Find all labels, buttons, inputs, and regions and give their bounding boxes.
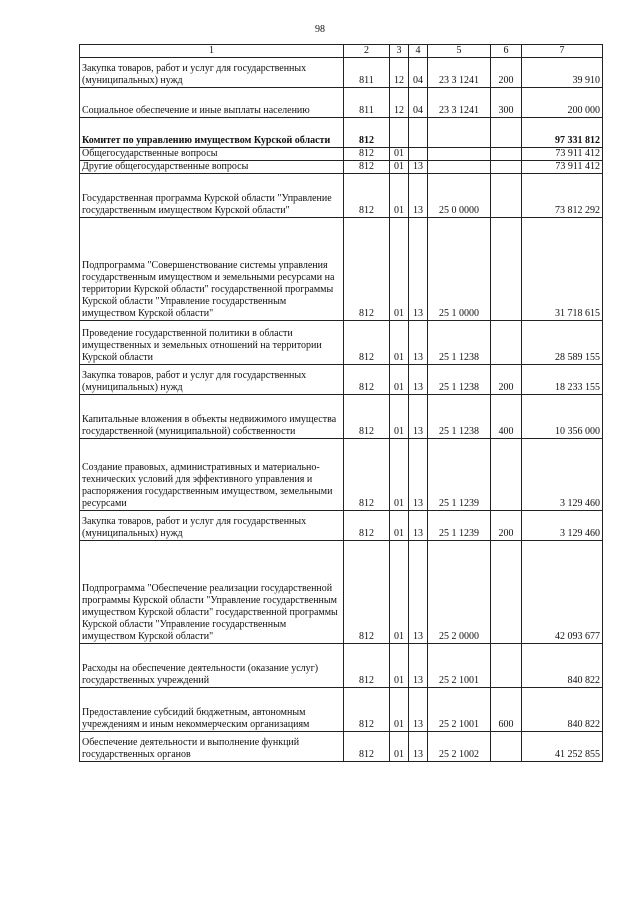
code-subsection: 04 xyxy=(409,88,428,118)
table-row xyxy=(80,541,603,644)
code-target-article: 25 1 1238 xyxy=(428,365,491,395)
code-grbs: 812 xyxy=(344,688,390,732)
item-name: Проведение государственной политики в области имущественных и земельных отношений на территории Курской области xyxy=(80,321,344,365)
table-row xyxy=(80,58,603,88)
code-expense-type: 200 xyxy=(491,58,522,88)
code-grbs: 812 xyxy=(344,218,390,321)
code-expense-type xyxy=(491,174,522,218)
header-cell: 3 xyxy=(390,45,409,58)
amount: 840 822 xyxy=(522,644,603,688)
code-target-article: 25 2 1002 xyxy=(428,732,491,762)
code-expense-type: 600 xyxy=(491,688,522,732)
code-section: 01 xyxy=(390,644,409,688)
code-target-article xyxy=(428,148,491,161)
item-name: Создание правовых, административных и материально-технических условий для эффективного управления и распоряжения государственным имуществом, земельными ресурсами xyxy=(80,439,344,511)
page-number: 98 xyxy=(315,24,325,35)
amount: 3 129 460 xyxy=(522,511,603,541)
code-section: 01 xyxy=(390,321,409,365)
header-cell: 4 xyxy=(409,45,428,58)
code-grbs: 811 xyxy=(344,88,390,118)
table-row xyxy=(80,688,603,732)
code-section xyxy=(390,118,409,148)
code-expense-type: 400 xyxy=(491,395,522,439)
code-subsection xyxy=(409,148,428,161)
code-grbs: 812 xyxy=(344,644,390,688)
code-expense-type: 200 xyxy=(491,511,522,541)
amount: 10 356 000 xyxy=(522,395,603,439)
code-expense-type: 300 xyxy=(491,88,522,118)
table-row xyxy=(80,174,603,218)
code-expense-type xyxy=(491,321,522,365)
amount: 73 812 292 xyxy=(522,174,603,218)
amount: 840 822 xyxy=(522,688,603,732)
code-expense-type xyxy=(491,118,522,148)
code-target-article xyxy=(428,118,491,148)
code-expense-type xyxy=(491,541,522,644)
code-section: 01 xyxy=(390,541,409,644)
code-grbs: 812 xyxy=(344,395,390,439)
code-section: 01 xyxy=(390,511,409,541)
table-row xyxy=(80,732,603,762)
code-target-article xyxy=(428,161,491,174)
code-grbs: 812 xyxy=(344,541,390,644)
code-target-article: 25 2 1001 xyxy=(428,688,491,732)
code-grbs: 812 xyxy=(344,174,390,218)
table-row xyxy=(80,148,603,161)
amount: 42 093 677 xyxy=(522,541,603,644)
code-subsection: 13 xyxy=(409,644,428,688)
table-row xyxy=(80,395,603,439)
table-row xyxy=(80,511,603,541)
code-grbs: 812 xyxy=(344,321,390,365)
code-target-article: 25 1 1239 xyxy=(428,511,491,541)
code-grbs: 812 xyxy=(344,161,390,174)
code-target-article: 25 0 0000 xyxy=(428,174,491,218)
budget-table xyxy=(79,44,603,762)
item-name: Закупка товаров, работ и услуг для государственных (муниципальных) нужд xyxy=(80,365,344,395)
item-name: Закупка товаров, работ и услуг для государственных (муниципальных) нужд xyxy=(80,58,344,88)
header-cell: 5 xyxy=(428,45,491,58)
item-name: Подпрограмма "Обеспечение реализации государственной программы Курской области "Управление государственным имуществом Курской области" государственной программы Курской области "Управление государственным имуществом Курской области" xyxy=(80,541,344,644)
code-subsection: 13 xyxy=(409,541,428,644)
item-name: Капитальные вложения в объекты недвижимого имущества государственной (муниципальной) собственности xyxy=(80,395,344,439)
code-expense-type: 200 xyxy=(491,365,522,395)
code-section: 12 xyxy=(390,58,409,88)
code-target-article: 25 1 1238 xyxy=(428,321,491,365)
code-expense-type xyxy=(491,148,522,161)
code-target-article: 25 1 0000 xyxy=(428,218,491,321)
amount: 18 233 155 xyxy=(522,365,603,395)
code-subsection: 13 xyxy=(409,321,428,365)
code-subsection xyxy=(409,118,428,148)
code-section: 01 xyxy=(390,365,409,395)
item-name: Предоставление субсидий бюджетным, автономным учреждениям и иным некоммерческим организациям xyxy=(80,688,344,732)
code-target-article: 25 2 1001 xyxy=(428,644,491,688)
item-name: Подпрограмма "Совершенствование системы управления государственным имуществом и земельными ресурсами на территории Курской области" государственной программы Курской области "Управление государственным имуществом Курской области" xyxy=(80,218,344,321)
amount: 41 252 855 xyxy=(522,732,603,762)
item-name: Общегосударственные вопросы xyxy=(80,148,344,161)
item-name: Социальное обеспечение и иные выплаты населению xyxy=(80,88,344,118)
item-name: Расходы на обеспечение деятельности (оказание услуг) государственных учреждений xyxy=(80,644,344,688)
code-expense-type xyxy=(491,439,522,511)
table-row xyxy=(80,321,603,365)
code-section: 01 xyxy=(390,218,409,321)
code-target-article: 25 2 0000 xyxy=(428,541,491,644)
amount: 28 589 155 xyxy=(522,321,603,365)
item-name: Закупка товаров, работ и услуг для государственных (муниципальных) нужд xyxy=(80,511,344,541)
code-subsection: 04 xyxy=(409,58,428,88)
code-expense-type xyxy=(491,161,522,174)
code-section: 01 xyxy=(390,395,409,439)
table-body xyxy=(80,58,603,762)
table-row xyxy=(80,118,603,148)
code-section: 01 xyxy=(390,148,409,161)
table-row xyxy=(80,365,603,395)
code-section: 01 xyxy=(390,174,409,218)
code-expense-type xyxy=(491,732,522,762)
code-section: 12 xyxy=(390,88,409,118)
code-target-article: 25 1 1238 xyxy=(428,395,491,439)
code-subsection: 13 xyxy=(409,732,428,762)
code-target-article: 23 3 1241 xyxy=(428,88,491,118)
code-expense-type xyxy=(491,218,522,321)
code-grbs: 812 xyxy=(344,148,390,161)
code-grbs: 811 xyxy=(344,58,390,88)
code-grbs: 812 xyxy=(344,365,390,395)
header-cell: 6 xyxy=(491,45,522,58)
code-subsection: 13 xyxy=(409,439,428,511)
code-section: 01 xyxy=(390,732,409,762)
code-section: 01 xyxy=(390,688,409,732)
header-cell: 2 xyxy=(344,45,390,58)
table-row xyxy=(80,161,603,174)
amount: 3 129 460 xyxy=(522,439,603,511)
code-grbs: 812 xyxy=(344,511,390,541)
amount: 97 331 812 xyxy=(522,118,603,148)
header-row xyxy=(80,45,603,58)
code-grbs: 812 xyxy=(344,439,390,511)
code-grbs: 812 xyxy=(344,732,390,762)
code-subsection: 13 xyxy=(409,688,428,732)
code-subsection: 13 xyxy=(409,511,428,541)
amount: 200 000 xyxy=(522,88,603,118)
code-subsection: 13 xyxy=(409,218,428,321)
table-row xyxy=(80,218,603,321)
code-expense-type xyxy=(491,644,522,688)
code-section: 01 xyxy=(390,439,409,511)
code-subsection: 13 xyxy=(409,365,428,395)
table-row xyxy=(80,644,603,688)
header-cell: 7 xyxy=(522,45,603,58)
amount: 39 910 xyxy=(522,58,603,88)
amount: 73 911 412 xyxy=(522,161,603,174)
code-subsection: 13 xyxy=(409,395,428,439)
table-row xyxy=(80,439,603,511)
code-grbs: 812 xyxy=(344,118,390,148)
code-target-article: 23 3 1241 xyxy=(428,58,491,88)
code-target-article: 25 1 1239 xyxy=(428,439,491,511)
code-subsection: 13 xyxy=(409,174,428,218)
item-name: Обеспечение деятельности и выполнение функций государственных органов xyxy=(80,732,344,762)
code-subsection: 13 xyxy=(409,161,428,174)
header-cell: 1 xyxy=(80,45,344,58)
item-name: Комитет по управлению имуществом Курской области xyxy=(80,118,344,148)
code-section: 01 xyxy=(390,161,409,174)
table-row xyxy=(80,88,603,118)
item-name: Другие общегосударственные вопросы xyxy=(80,161,344,174)
item-name: Государственная программа Курской области "Управление государственным имуществом Курской области" xyxy=(80,174,344,218)
amount: 73 911 412 xyxy=(522,148,603,161)
amount: 31 718 615 xyxy=(522,218,603,321)
